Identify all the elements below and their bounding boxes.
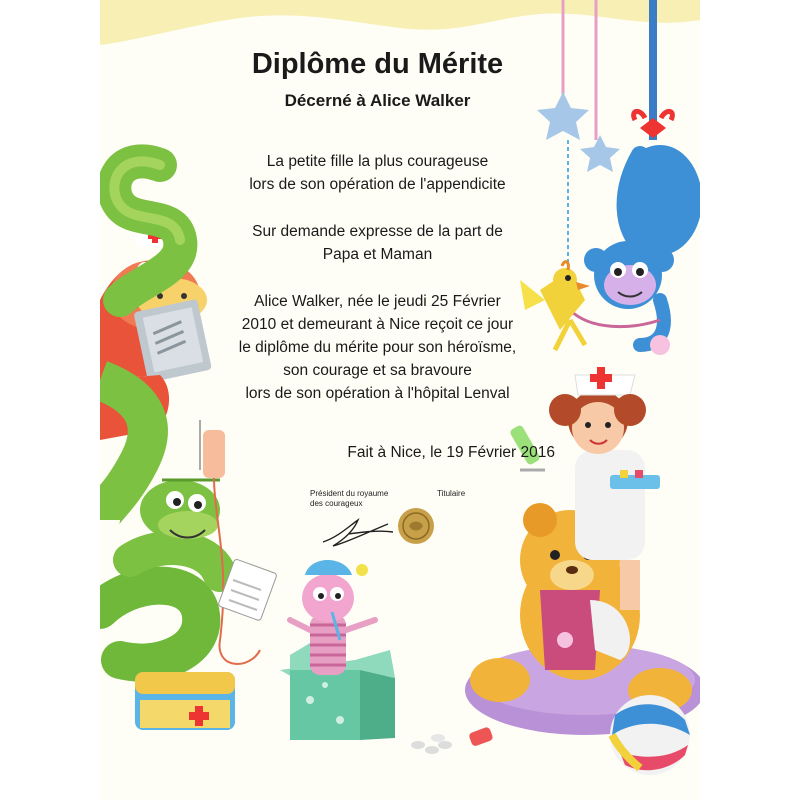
president-label-line1: Président du royaume xyxy=(310,489,389,498)
paragraph-line: Papa et Maman xyxy=(322,246,433,263)
president-signature-label xyxy=(310,489,410,509)
paragraph-line: lors de son opération à l'hôpital Lenval xyxy=(245,385,510,402)
diploma-title: Diplôme du Mérite xyxy=(251,48,504,80)
diploma-subtitle: Décerné à Alice Walker xyxy=(284,91,471,110)
paragraph-line: le diplôme du mérite pour son héroïsme, xyxy=(238,339,517,356)
paragraph-1 xyxy=(200,150,555,196)
handwritten-signature xyxy=(318,512,398,550)
paragraph-line: Alice Walker, née le jeudi 25 Février xyxy=(254,293,501,310)
jack-in-the-box-illustration xyxy=(280,560,395,740)
pills-illustration xyxy=(411,726,494,754)
holder-signature-label: Titulaire xyxy=(437,489,466,498)
paragraph-3 xyxy=(200,290,555,405)
paragraph-line: son courage et sa bravoure xyxy=(283,362,472,379)
signed-place-date: Fait à Nice, le 19 Février 2016 xyxy=(347,444,555,461)
paragraph-line: Sur demande expresse de la part de xyxy=(252,223,503,240)
diploma-page xyxy=(100,0,700,800)
gold-seal-icon xyxy=(396,506,436,546)
paragraph-line: 2010 et demeurant à Nice reçoit ce jour xyxy=(241,316,514,333)
paragraph-line: lors de son opération de l'appendicite xyxy=(249,176,506,193)
paragraph-line: La petite fille la plus courageuse xyxy=(266,153,489,170)
president-label-line2: des courageux xyxy=(310,499,363,508)
first-aid-kit-illustration xyxy=(135,672,235,730)
beach-ball-illustration xyxy=(610,695,690,775)
paragraph-2 xyxy=(200,220,555,266)
